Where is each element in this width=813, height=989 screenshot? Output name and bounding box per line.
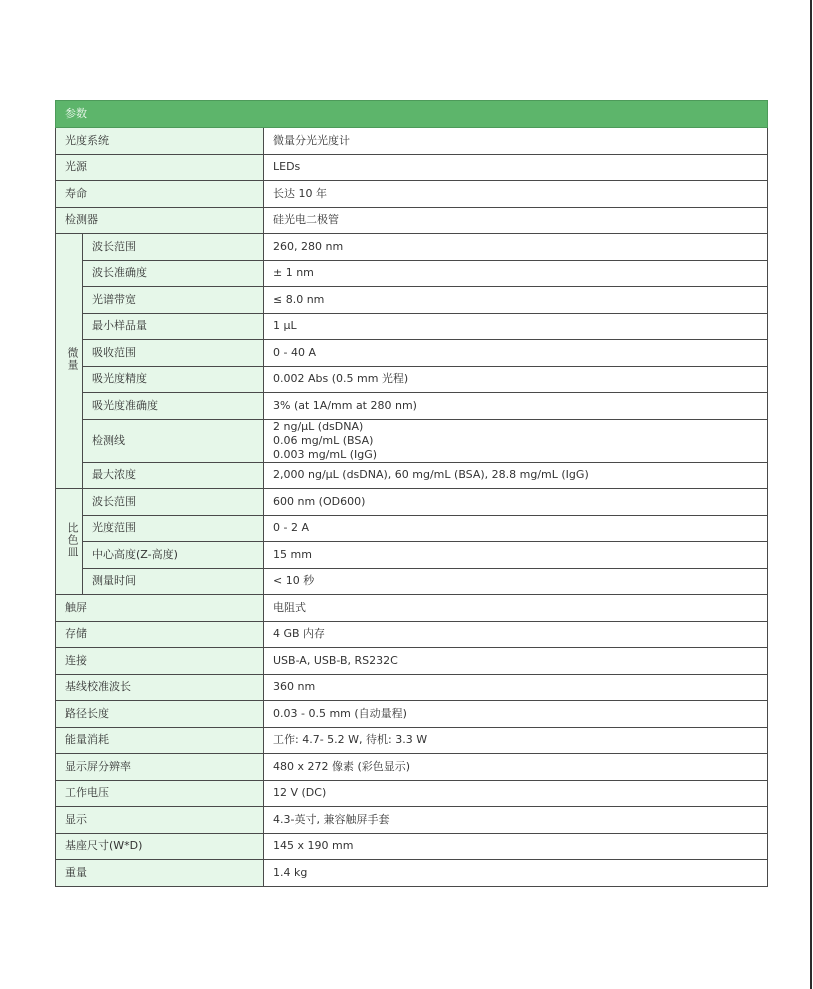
row-label: 检测线 [83,419,264,462]
row-value: 600 nm (OD600) [264,489,768,516]
group-label-text: 微量 [66,347,79,371]
row-value: 长达 10 年 [264,181,768,208]
row-value: 15 mm [264,542,768,569]
row-label: 测量时间 [83,568,264,595]
table-row [56,595,768,622]
row-value: 硅光电二极管 [264,207,768,234]
row-label: 路径长度 [56,701,264,728]
spec-table [55,100,768,887]
row-label: 能量消耗 [56,727,264,754]
table-row [56,648,768,675]
table-row [56,366,768,393]
row-label: 最大浓度 [83,462,264,489]
row-value: USB-A, USB-B, RS232C [264,648,768,675]
table-row [56,340,768,367]
row-value: 0 - 2 A [264,515,768,542]
row-value: 4 GB 内存 [264,621,768,648]
row-value: < 10 秒 [264,568,768,595]
table-row [56,181,768,208]
table-row [56,515,768,542]
table-row [56,542,768,569]
row-value: ≤ 8.0 nm [264,287,768,314]
row-label: 最小样品量 [83,313,264,340]
table-row [56,754,768,781]
table-row [56,128,768,155]
row-value: 0 - 40 A [264,340,768,367]
row-label: 重量 [56,860,264,887]
row-label: 吸光度准确度 [83,393,264,420]
row-label: 基线校准波长 [56,674,264,701]
table-row [56,568,768,595]
row-label: 触屏 [56,595,264,622]
row-value: 0.002 Abs (0.5 mm 光程) [264,366,768,393]
row-value: 微量分光光度计 [264,128,768,155]
row-label: 连接 [56,648,264,675]
table-row [56,860,768,887]
table-row [56,234,768,261]
group-label-micro [56,234,83,489]
row-value: ± 1 nm [264,260,768,287]
row-label: 波长准确度 [83,260,264,287]
row-label: 波长范围 [83,234,264,261]
table-row [56,727,768,754]
row-value: 工作: 4.7- 5.2 W, 待机: 3.3 W [264,727,768,754]
table-row [56,260,768,287]
table-row [56,313,768,340]
row-label: 光源 [56,154,264,181]
table-header: 参数 [56,101,768,128]
row-label: 光度范围 [83,515,264,542]
row-value: 1 μL [264,313,768,340]
table-row [56,780,768,807]
row-value: 电阻式 [264,595,768,622]
row-value: 3% (at 1A/mm at 280 nm) [264,393,768,420]
table-row [56,462,768,489]
row-value: 12 V (DC) [264,780,768,807]
table-row [56,621,768,648]
group-label-text: 比色皿 [66,521,79,558]
row-label: 显示屏分辨率 [56,754,264,781]
row-label: 基座尺寸(W*D) [56,833,264,860]
row-value: 0.03 - 0.5 mm (自动量程) [264,701,768,728]
table-row [56,207,768,234]
value-line: 0.06 mg/mL (BSA) [273,433,374,447]
table-row [56,674,768,701]
row-label: 检测器 [56,207,264,234]
table-row [56,701,768,728]
table-row [56,154,768,181]
row-label: 吸光度精度 [83,366,264,393]
page-edge-line [810,0,812,989]
row-value: 1.4 kg [264,860,768,887]
row-label: 光谱带宽 [83,287,264,314]
row-value: 4.3-英寸, 兼容触屏手套 [264,807,768,834]
row-label: 波长范围 [83,489,264,516]
table-row [56,393,768,420]
table-row [56,833,768,860]
row-value: 260, 280 nm [264,234,768,261]
value-line: 0.003 mg/mL (IgG) [273,447,378,461]
row-label: 光度系统 [56,128,264,155]
row-label: 寿命 [56,181,264,208]
table-row [56,287,768,314]
row-value: LEDs [264,154,768,181]
table-header-row [56,101,768,128]
group-label-cuvette [56,489,83,595]
table-row [56,419,768,462]
value-line: 2 ng/μL (dsDNA) [273,419,364,433]
row-value: 480 x 272 像素 (彩色显示) [264,754,768,781]
row-value: 2,000 ng/μL (dsDNA), 60 mg/mL (BSA), 28.8 mg/mL (IgG) [264,462,768,489]
row-value-multiline [264,419,768,462]
row-label: 存储 [56,621,264,648]
row-value: 360 nm [264,674,768,701]
table-row [56,807,768,834]
row-label: 中心高度(Z-高度) [83,542,264,569]
table-row [56,489,768,516]
row-value: 145 x 190 mm [264,833,768,860]
row-label: 吸收范围 [83,340,264,367]
row-label: 显示 [56,807,264,834]
row-label: 工作电压 [56,780,264,807]
